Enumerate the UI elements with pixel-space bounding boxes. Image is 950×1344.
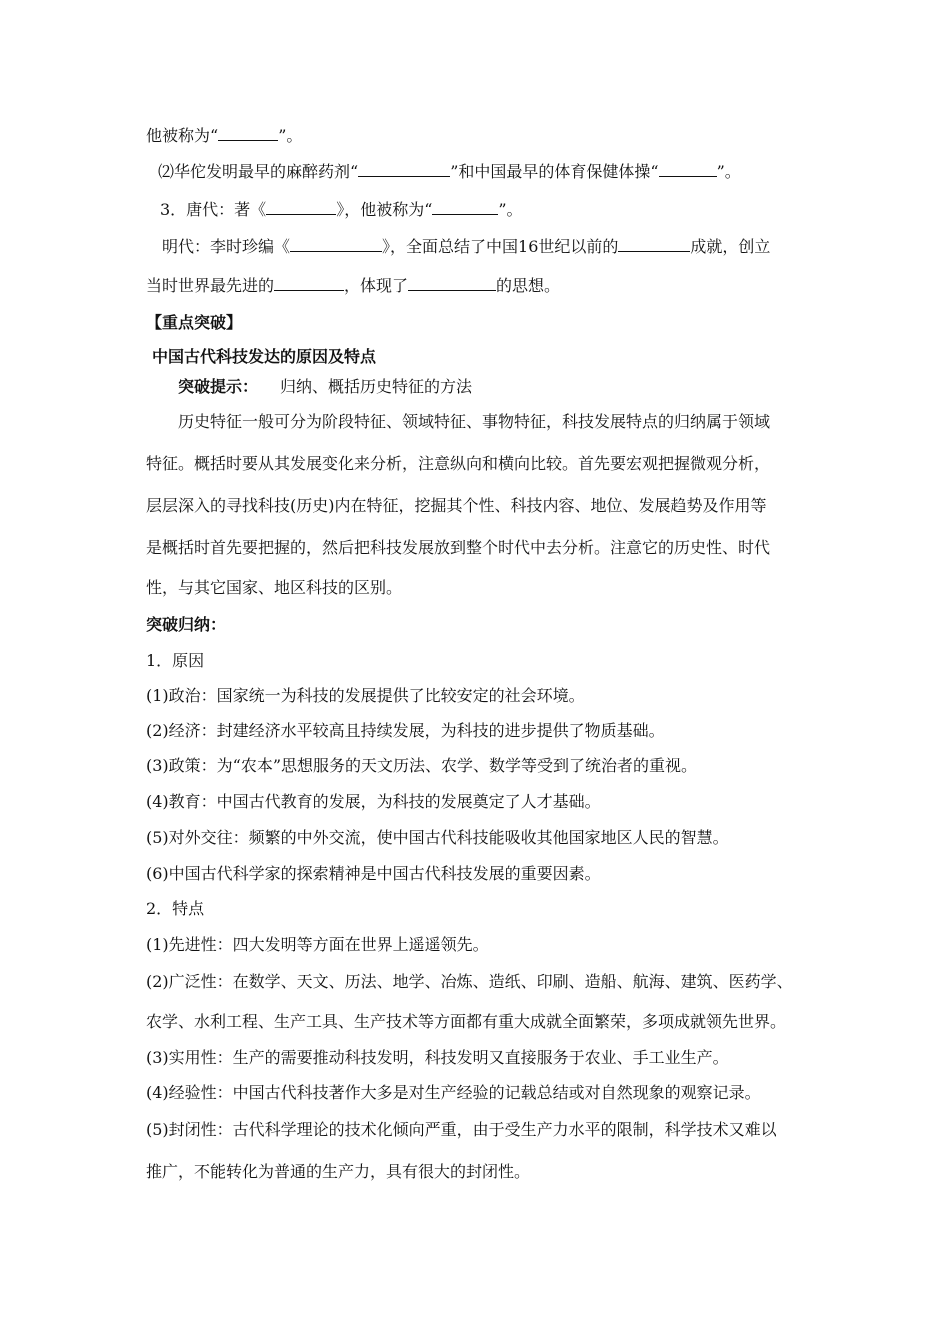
text-segment: ，体现了	[344, 276, 409, 295]
text-segment: 》，他被称为“	[336, 200, 433, 219]
text-segment: ⑵华佗发明最早的麻醉药剂“	[158, 162, 359, 181]
reason-item: (5)对外交往：频繁的中外交流，使中国古代科技能吸收其他国家地区人民的智慧。	[146, 828, 729, 847]
para-line: 是概括时首先要把握的，然后把科技发展放到整个时代中去分析。注意它的历史性、时代	[146, 538, 771, 557]
feature-item: 农学、水利工程、生产工具、生产技术等方面都有重大成就全面繁荣，多项成就领先世界。	[146, 1012, 787, 1031]
features-title: 2．特点	[146, 899, 205, 918]
answer-blank	[358, 162, 450, 177]
section-heading: 【重点突破】	[146, 313, 243, 332]
hint-line	[178, 377, 472, 397]
para-line: 历史特征一般可分为阶段特征、领域特征、事物特征，科技发展特点的归纳属于领域	[178, 412, 771, 431]
answer-blank	[408, 276, 496, 291]
reason-item: (1)政治：国家统一为科技的发展提供了比较安定的社会环境。	[146, 686, 585, 705]
fill-line-1	[146, 126, 302, 146]
answer-blank	[218, 126, 278, 141]
answer-blank	[274, 276, 344, 291]
text-segment: 成就，创立	[690, 237, 771, 256]
text-segment: ”。	[716, 162, 741, 181]
feature-item: (4)经验性：中国古代科技著作大多是对生产经验的记载总结或对自然现象的观察记录。	[146, 1083, 761, 1102]
fill-line-5	[146, 276, 560, 296]
answer-blank	[618, 237, 690, 252]
reason-item: (2)经济：封建经济水平较高且持续发展，为科技的进步提供了物质基础。	[146, 721, 665, 740]
reason-item: (4)教育：中国古代教育的发展，为科技的发展奠定了人才基础。	[146, 792, 601, 811]
text-segment: 明代：李时珍编《	[162, 237, 291, 256]
text-segment: 当时世界最先进的	[146, 276, 275, 295]
section-subheading: 中国古代科技发达的原因及特点	[152, 347, 377, 366]
text-segment: ”。	[498, 200, 523, 219]
text-segment: 他被称为“	[146, 126, 219, 145]
text-segment: ”和中国最早的体育保健体操“	[450, 162, 659, 181]
hint-label: 突破提示：	[178, 377, 259, 396]
para-line: 特征。概括时要从其发展变化来分析，注意纵向和横向比较。首先要宏观把握微观分析，	[146, 454, 771, 473]
feature-item: (1)先进性：四大发明等方面在世界上遥遥领先。	[146, 935, 489, 954]
feature-item: (2)广泛性：在数学、天文、历法、地学、冶炼、造纸、印刷、造船、航海、建筑、医药学、	[146, 972, 793, 991]
fill-line-4	[162, 237, 770, 257]
reason-item: (3)政策：为“农本”思想服务的天文历法、农学、数学等受到了统治者的重视。	[146, 756, 698, 775]
feature-item: (5)封闭性：古代科学理论的技术化倾向严重，由于受生产力水平的限制，科学技术又难以	[146, 1120, 777, 1139]
answer-blank	[432, 200, 498, 215]
answer-blank	[290, 237, 382, 252]
fill-line-3	[160, 200, 523, 220]
reason-item: (6)中国古代科学家的探索精神是中国古代科技发展的重要因素。	[146, 864, 601, 883]
text-segment: 3．唐代：著《	[160, 200, 267, 219]
para-line: 层层深入的寻找科技(历史)内在特征，挖掘其个性、科技内容、地位、发展趋势及作用等	[146, 496, 767, 515]
feature-item: 推广，不能转化为普通的生产力，具有很大的封闭性。	[146, 1162, 531, 1181]
reasons-title: 1．原因	[146, 651, 205, 670]
feature-item: (3)实用性：生产的需要推动科技发明，科技发明又直接服务于农业、手工业生产。	[146, 1048, 729, 1067]
answer-blank	[266, 200, 336, 215]
fill-line-2	[158, 162, 741, 182]
summary-label: 突破归纳：	[146, 615, 227, 634]
hint-text: 归纳、概括历史特征的方法	[280, 377, 473, 396]
answer-blank	[659, 162, 717, 177]
text-segment: 的思想。	[496, 276, 561, 295]
para-line: 性，与其它国家、地区科技的区别。	[146, 578, 403, 597]
text-segment: 》，全面总结了中国16世纪以前的	[382, 237, 619, 256]
text-segment: ”。	[278, 126, 303, 145]
